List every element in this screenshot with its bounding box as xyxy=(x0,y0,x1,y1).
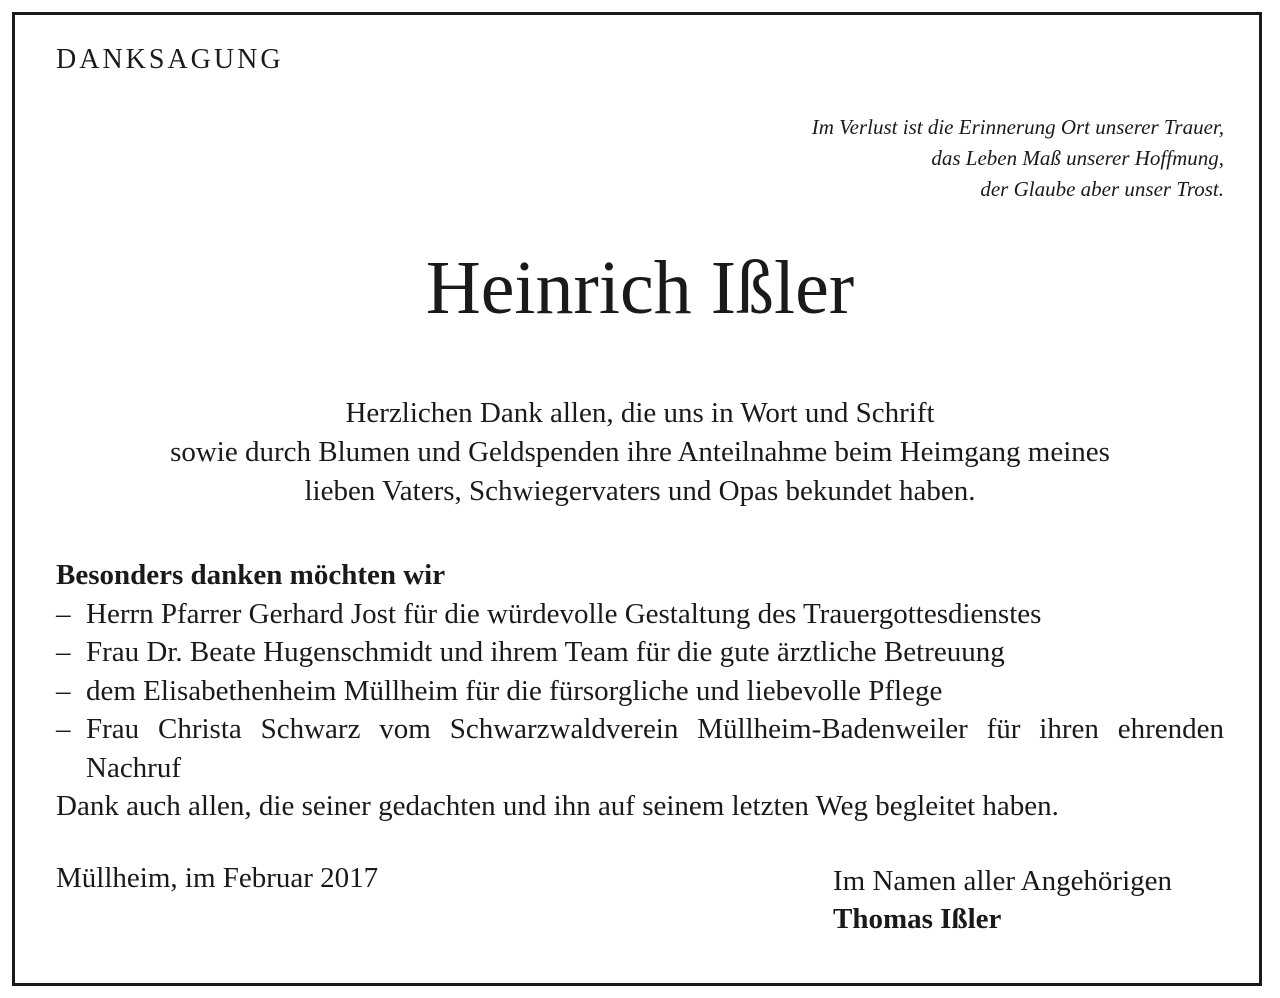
signature-line: Im Namen aller Angehörigen xyxy=(833,865,1173,897)
thanks-paragraph xyxy=(0,394,1280,511)
signature-block xyxy=(833,862,1172,938)
signer-name: Thomas Ißler xyxy=(833,903,1002,935)
place-date: Müllheim, im Februar 2017 xyxy=(56,862,379,894)
motto-line: das Leben Maß unserer Hoffmung, xyxy=(931,146,1224,170)
closing-sentence: Dank auch allen, die seiner gedachten und ihn auf seinem letzten Weg begleitet haben. xyxy=(56,790,1059,822)
thanks-list-text: Frau Dr. Beate Hugenschmidt und ihrem Team für die gute ärztliche Betreuung xyxy=(86,636,1005,668)
thanks-list-text: Herrn Pfarrer Gerhard Jost für die würdevolle Gestaltung des Trauergottesdienstes xyxy=(86,597,1042,630)
thanks-list-text: dem Elisabethenheim Müllheim für die fürsorgliche und liebevolle Pflege xyxy=(86,674,943,707)
thanks-list-item xyxy=(56,633,1224,672)
special-thanks-lead: Besonders danken möchten wir xyxy=(56,559,446,591)
thanks-line: lieben Vaters, Schwiegervaters und Opas bekundet haben. xyxy=(304,475,976,507)
special-thanks xyxy=(56,556,1224,826)
list-dash: – xyxy=(56,636,71,668)
notice-heading: DANKSAGUNG xyxy=(56,44,284,75)
motto-line: Im Verlust ist die Erinnerung Ort unserer Trauer, xyxy=(811,115,1224,139)
thanks-list-item xyxy=(56,595,1224,634)
list-dash: – xyxy=(56,713,71,745)
thanks-list-text: Frau Christa Schwarz vom Schwarzwaldverein Müllheim-Badenweiler für ihren ehrenden Nachruf xyxy=(86,713,1224,784)
thanks-line: sowie durch Blumen und Geldspenden ihre Anteilnahme beim Heimgang meines xyxy=(170,436,1110,468)
list-dash: – xyxy=(56,674,71,707)
motto-quote xyxy=(812,112,1224,205)
deceased-name: Heinrich Ißler xyxy=(425,246,855,330)
thanks-list-item xyxy=(56,672,1224,711)
thanks-line: Herzlichen Dank allen, die uns in Wort und Schrift xyxy=(345,397,935,429)
thanks-list-item xyxy=(56,710,1224,787)
motto-line: der Glaube aber unser Trost. xyxy=(980,177,1224,201)
list-dash: – xyxy=(56,597,71,630)
